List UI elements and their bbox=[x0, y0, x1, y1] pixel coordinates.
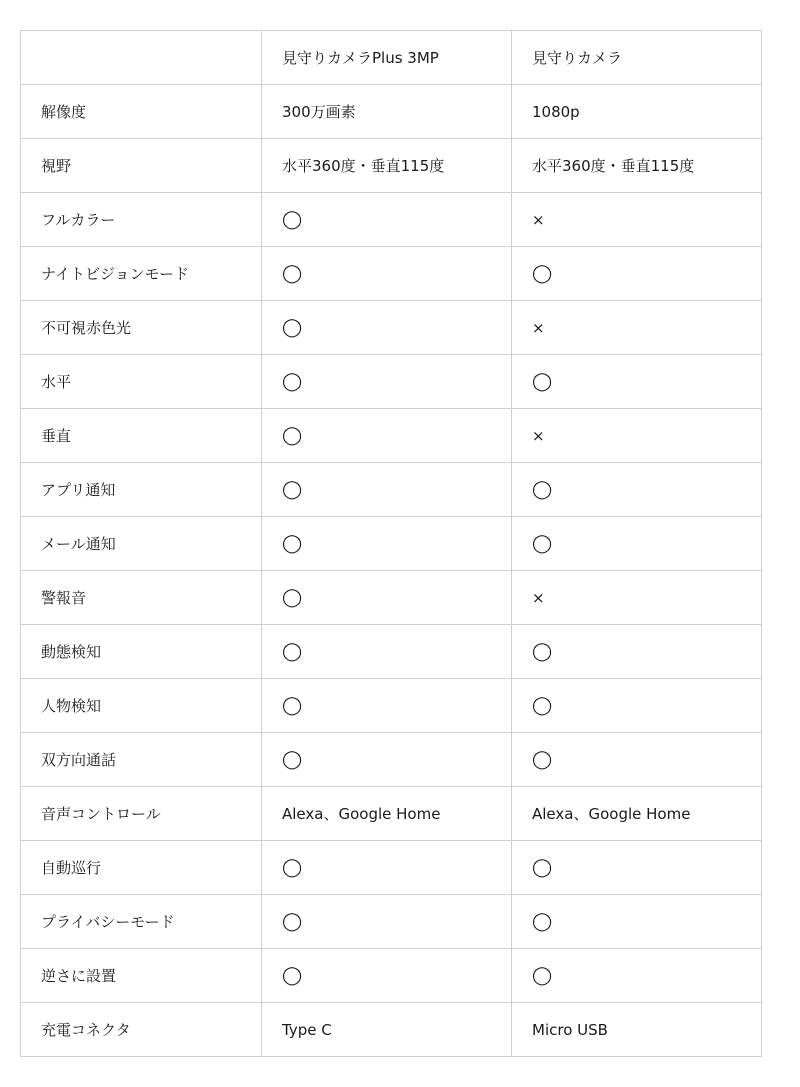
table-row bbox=[21, 949, 762, 1003]
plus-3mp-value-cell: ◯ bbox=[262, 247, 512, 300]
standard-value-cell: Alexa、Google Home bbox=[512, 787, 762, 840]
plus-3mp-value-cell: ◯ bbox=[262, 193, 512, 246]
table-row bbox=[21, 841, 762, 895]
plus-3mp-value-cell: ◯ bbox=[262, 301, 512, 354]
plus-3mp-value-cell: 水平360度・垂直115度 bbox=[262, 139, 512, 192]
table-row bbox=[21, 193, 762, 247]
standard-value-cell: ◯ bbox=[512, 841, 762, 894]
feature-label-cell: 充電コネクタ bbox=[21, 1003, 262, 1056]
feature-label-cell: フルカラー bbox=[21, 193, 262, 246]
plus-3mp-value-cell: ◯ bbox=[262, 571, 512, 624]
plus-3mp-value-cell: 300万画素 bbox=[262, 85, 512, 138]
plus-3mp-value-cell: Alexa、Google Home bbox=[262, 787, 512, 840]
standard-value-cell: × bbox=[512, 571, 762, 624]
standard-value-cell: ◯ bbox=[512, 463, 762, 516]
table-row bbox=[21, 733, 762, 787]
plus-3mp-value-cell: ◯ bbox=[262, 517, 512, 570]
feature-label-cell: 自動巡行 bbox=[21, 841, 262, 894]
comparison-table bbox=[20, 30, 762, 1057]
standard-value-cell: × bbox=[512, 409, 762, 462]
feature-label-cell: 逆さに設置 bbox=[21, 949, 262, 1002]
standard-value-cell: ◯ bbox=[512, 247, 762, 300]
feature-label-cell: 水平 bbox=[21, 355, 262, 408]
plus-3mp-value-cell: ◯ bbox=[262, 625, 512, 678]
feature-label-cell: メール通知 bbox=[21, 517, 262, 570]
standard-value-cell: ◯ bbox=[512, 949, 762, 1002]
standard-value-cell: × bbox=[512, 301, 762, 354]
feature-label-cell: 音声コントロール bbox=[21, 787, 262, 840]
standard-value-cell: ◯ bbox=[512, 733, 762, 786]
standard-value-cell: 水平360度・垂直115度 bbox=[512, 139, 762, 192]
header-cell-empty bbox=[21, 31, 262, 84]
standard-value-cell: Micro USB bbox=[512, 1003, 762, 1056]
plus-3mp-value-cell: ◯ bbox=[262, 949, 512, 1002]
standard-value-cell: × bbox=[512, 193, 762, 246]
table-row bbox=[21, 625, 762, 679]
feature-label-cell: 警報音 bbox=[21, 571, 262, 624]
table-header-row bbox=[21, 31, 762, 85]
plus-3mp-value-cell: ◯ bbox=[262, 409, 512, 462]
feature-label-cell: 解像度 bbox=[21, 85, 262, 138]
table-row bbox=[21, 571, 762, 625]
table-row bbox=[21, 895, 762, 949]
table-row bbox=[21, 301, 762, 355]
plus-3mp-value-cell: ◯ bbox=[262, 895, 512, 948]
table-row bbox=[21, 517, 762, 571]
feature-label-cell: 垂直 bbox=[21, 409, 262, 462]
feature-label-cell: 動態検知 bbox=[21, 625, 262, 678]
feature-label-cell: アプリ通知 bbox=[21, 463, 262, 516]
table-row bbox=[21, 247, 762, 301]
standard-value-cell: ◯ bbox=[512, 895, 762, 948]
standard-value-cell: ◯ bbox=[512, 679, 762, 732]
plus-3mp-value-cell: Type C bbox=[262, 1003, 512, 1056]
plus-3mp-value-cell: ◯ bbox=[262, 355, 512, 408]
plus-3mp-value-cell: ◯ bbox=[262, 463, 512, 516]
plus-3mp-value-cell: ◯ bbox=[262, 841, 512, 894]
table-row bbox=[21, 1003, 762, 1057]
table-row bbox=[21, 355, 762, 409]
header-cell-plus-3mp: 見守りカメラPlus 3MP bbox=[262, 31, 512, 84]
standard-value-cell: ◯ bbox=[512, 355, 762, 408]
table-row bbox=[21, 139, 762, 193]
feature-label-cell: ナイトビジョンモード bbox=[21, 247, 262, 300]
table-row bbox=[21, 409, 762, 463]
feature-label-cell: 視野 bbox=[21, 139, 262, 192]
table-row bbox=[21, 679, 762, 733]
standard-value-cell: ◯ bbox=[512, 625, 762, 678]
table-row bbox=[21, 463, 762, 517]
header-cell-standard: 見守りカメラ bbox=[512, 31, 762, 84]
feature-label-cell: プライバシーモード bbox=[21, 895, 262, 948]
standard-value-cell: 1080p bbox=[512, 85, 762, 138]
plus-3mp-value-cell: ◯ bbox=[262, 679, 512, 732]
plus-3mp-value-cell: ◯ bbox=[262, 733, 512, 786]
standard-value-cell: ◯ bbox=[512, 517, 762, 570]
feature-label-cell: 双方向通話 bbox=[21, 733, 262, 786]
feature-label-cell: 不可視赤色光 bbox=[21, 301, 262, 354]
table-row bbox=[21, 85, 762, 139]
table-row bbox=[21, 787, 762, 841]
feature-label-cell: 人物検知 bbox=[21, 679, 262, 732]
